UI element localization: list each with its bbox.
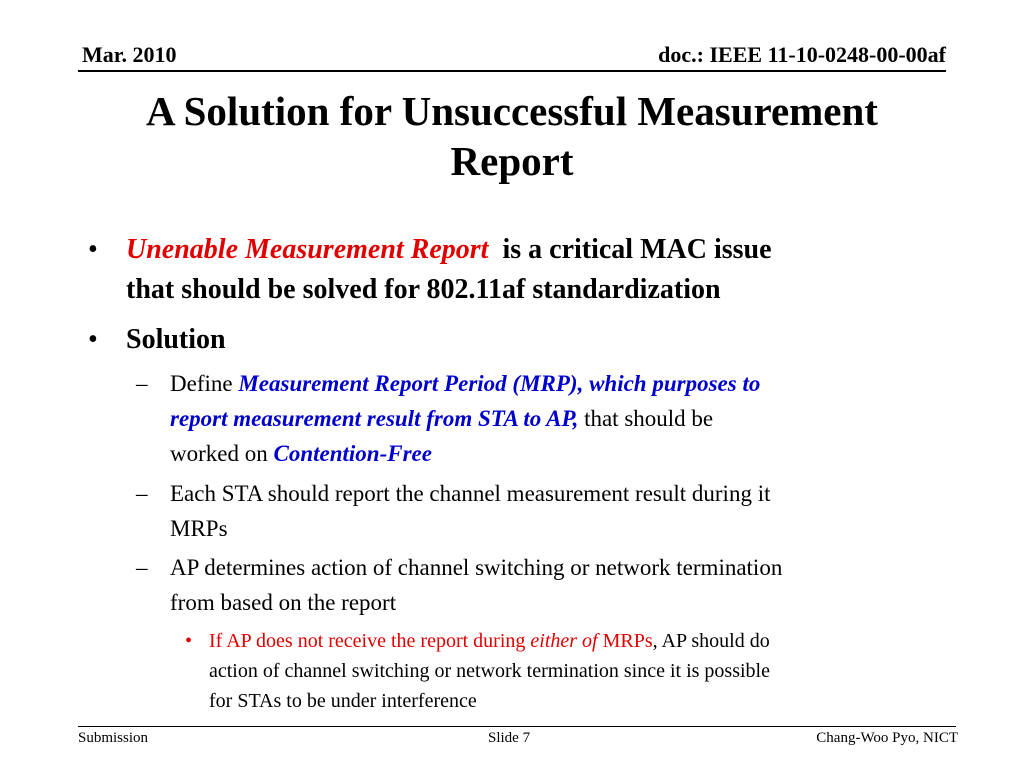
slide-title-line2: Report (450, 138, 574, 184)
sub-bullet-sta-report (136, 476, 940, 546)
sub-bullet-ap-determines (136, 550, 940, 620)
bullet-text-line2: that should be solved for 802.11af standardization (126, 274, 721, 305)
sub-sub-bullet-rest: , AP should do (652, 630, 770, 652)
slide-title-line1: A Solution for Unsuccessful Measurement (146, 88, 878, 134)
sub-sub-bullet-line3: for STAs to be under interference (209, 690, 477, 712)
sub-sub-bullet-red-mrps: MRPs (597, 630, 653, 652)
bullet-solution (88, 320, 926, 360)
sub-bullet-marker: – (136, 371, 148, 396)
sub-bullet-line3-prefix: worked on (170, 441, 274, 466)
footer-divider (78, 726, 956, 727)
footer-submission: Submission (78, 730, 149, 746)
sub-bullet-marker: – (136, 555, 148, 580)
sub-bullet-line1: Each STA should report the channel measurement result during it (170, 481, 771, 506)
bullet-highlight: Unenable Measurement Report (126, 234, 489, 265)
sub-bullet-line1: AP determines action of channel switching or network termination (170, 555, 783, 580)
bullet-critical-issue (88, 230, 926, 310)
sub-bullet-highlight-2: report measurement result from STA to AP, (170, 406, 579, 431)
bullet-marker: • (88, 234, 98, 265)
sub-sub-bullet-red-text: If AP does not receive the report during (209, 630, 531, 652)
sub-bullet-suffix: that should be (578, 406, 714, 431)
sub-bullet-line2: MRPs (170, 516, 228, 541)
sub-bullet-define-mrp (136, 366, 940, 471)
sub-bullet-highlight-3: Contention-Free (273, 441, 432, 466)
sub-bullet-line2: from based on the report (170, 590, 397, 615)
header-divider (78, 70, 946, 72)
bullet-marker: • (88, 324, 98, 355)
sub-sub-bullet-red-italic: either of (530, 630, 598, 652)
footer-author: Chang-Woo Pyo, NICT (816, 730, 958, 746)
sub-sub-bullet-marker: • (185, 630, 193, 652)
header-doc-id: doc.: IEEE 11-10-0248-00-00af (658, 42, 946, 67)
bullet-text: is a critical MAC issue (502, 234, 772, 265)
sub-bullet-marker: – (136, 481, 148, 506)
footer-slide-number: Slide 7 (488, 730, 531, 746)
bullet-text: Solution (126, 324, 226, 355)
sub-sub-bullet-line2: action of channel switching or network termination since it is possible (209, 660, 770, 682)
header-date: Mar. 2010 (82, 42, 177, 67)
slide-title (60, 86, 964, 186)
sub-bullet-prefix: Define (170, 371, 239, 396)
sub-sub-bullet-no-report (185, 626, 949, 716)
sub-bullet-highlight-1: Measurement Report Period (MRP), which purposes to (238, 371, 761, 396)
